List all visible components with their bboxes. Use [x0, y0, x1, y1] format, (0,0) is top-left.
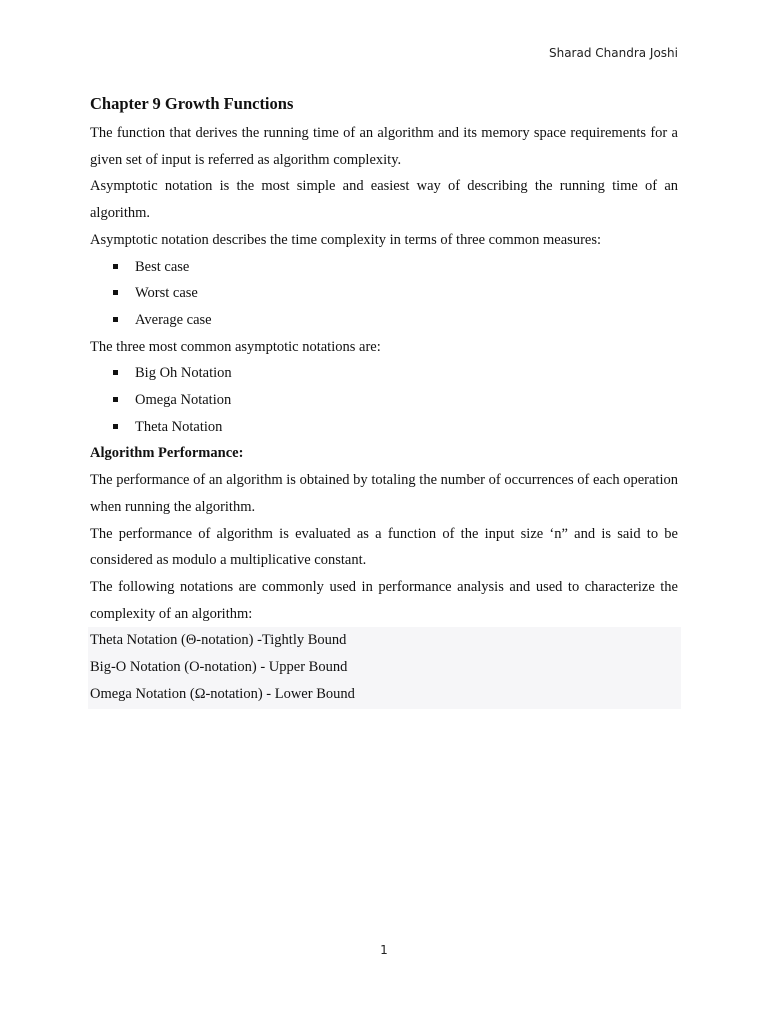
list-item-text: Big Oh Notation: [135, 365, 232, 382]
chapter-title: Chapter 9 Growth Functions: [90, 94, 294, 113]
paragraph-performance-analysis: The following notations are commonly used in performance analysis and used to characterize the complexity of an algorithm:: [90, 578, 678, 622]
list-item-text: Omega Notation: [135, 392, 232, 409]
list-item-text: Worst case: [135, 285, 198, 302]
list-item: [90, 254, 678, 281]
list-item: [90, 387, 678, 414]
list-item-text: Theta Notation: [135, 418, 223, 435]
bullet-icon: [113, 264, 118, 269]
bound-omega: Omega Notation (Ω-notation) - Lower Bound: [90, 685, 355, 702]
bullet-icon: [113, 370, 118, 375]
document-body: [90, 92, 678, 709]
list-item: [90, 280, 678, 307]
bullet-icon: [113, 397, 118, 402]
bounds-block: [88, 627, 681, 709]
header-author: Sharad Chandra Joshi: [548, 46, 678, 60]
paragraph-performance-total: The performance of an algorithm is obtained by totaling the number of occurrences of each operation when running the algorithm.: [90, 472, 678, 515]
notations-list: [90, 360, 678, 440]
list-item-text: Average case: [135, 311, 212, 328]
list-item: [90, 360, 678, 387]
list-item: [90, 414, 678, 441]
paragraph-algorithm-complexity: The function that derives the running time of an algorithm and its memory space requirements for a given set of input is referred as algorithm complexity.: [90, 125, 678, 168]
bullet-icon: [113, 290, 118, 295]
bound-big-o: Big-O Notation (O-notation) - Upper Bound: [90, 659, 348, 676]
list-item: [90, 307, 678, 334]
measures-list: [90, 254, 678, 334]
bullet-icon: [113, 317, 118, 322]
bullet-icon: [113, 424, 118, 429]
paragraph-common-notations: The three most common asymptotic notations are:: [90, 338, 381, 355]
list-item-text: Best case: [135, 258, 190, 275]
paragraph-performance-input-size: The performance of algorithm is evaluated as a function of the input size ‘n” and is said to be considered as modulo a multiplicative constant.: [90, 525, 678, 569]
paragraph-asymptotic-notation: Asymptotic notation is the most simple and easiest way of describing the running time of an algorithm.: [90, 178, 678, 222]
bound-theta: Theta Notation (Θ-notation) -Tightly Bound: [90, 632, 347, 649]
page-number: 1: [380, 943, 388, 957]
algorithm-performance-heading: Algorithm Performance:: [90, 445, 244, 462]
paragraph-three-measures: Asymptotic notation describes the time complexity in terms of three common measures:: [90, 231, 602, 248]
